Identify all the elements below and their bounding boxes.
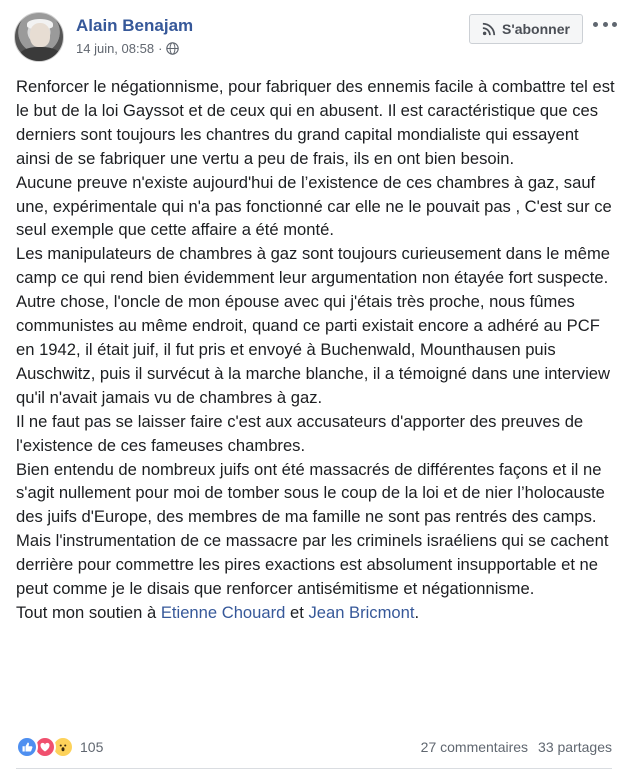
support-line — [16, 601, 616, 625]
like-icon[interactable] — [16, 736, 38, 758]
author-name[interactable]: Alain Benajam — [76, 16, 194, 35]
meta-separator: · — [158, 41, 163, 56]
more-dots-icon[interactable] — [593, 14, 617, 34]
dot — [612, 22, 617, 27]
support-prefix: Tout mon soutien à — [16, 602, 161, 622]
body-paragraph: Aucune preuve n'existe aujourd'hui de l’existence de ces chambres à gaz, sauf une, expérimentale qui n'a pas fonctionné car elle ne le pouvait pas , C'est sur ce seul exemple que cette affaire a été monté. — [16, 172, 612, 240]
dot — [603, 22, 608, 27]
body-paragraph: Les manipulateurs de chambres à gaz sont toujours curieusement dans le même camp ce qui rend bien évidemment leur argumentation non étayée fort suspecte. — [16, 244, 611, 288]
body-paragraph: Il ne faut pas se laisser faire c'est aux accusateurs d'apporter des preuves de l'existence de ces fameuses chambres. — [16, 411, 584, 455]
post-footer — [16, 734, 612, 760]
body-paragraph: Mais l'instrumentation de ce massacre par les criminels israéliens qui se cachent derrière pour commettre les pires exactions est absolument insupportable et ne peut comme je le disais que renforcer antisémitisme et négationnisme. — [16, 531, 609, 599]
comments-count[interactable]: 27 commentaires — [420, 739, 529, 755]
footer-divider — [16, 768, 612, 769]
reaction-count[interactable]: 105 — [80, 739, 104, 755]
mention-joiner: et — [285, 602, 309, 622]
avatar-face — [30, 23, 50, 47]
reactions-summary[interactable] — [16, 736, 103, 758]
post-meta — [76, 41, 179, 56]
mention-link-etienne-chouard[interactable]: Etienne Chouard — [160, 602, 286, 622]
subscribe-button[interactable] — [469, 14, 583, 44]
body-paragraph: Bien entendu de nombreux juifs ont été massacrés de différentes façons et il ne s'agit nullement pour moi de tomber sous le coup de la loi et de nier l’holocauste des juifs d'Europe, des membres de ma famille ne sont pas rentrés des camps. — [16, 459, 605, 527]
subscribe-label: S'abonner — [502, 21, 570, 37]
body-paragraph: Renforcer le négationnisme, pour fabriquer des ennemis facile à combattre tel est le but de la loi Gayssot et de ceux qui en abusent. Il est caractéristique que ces derniers sont toujours les chantres du grand capital mondialiste qui essayent ainsi de se fabriquer une vertu a peu de frais, ils en ont bien besoin. — [16, 77, 615, 168]
author-avatar[interactable] — [14, 12, 64, 62]
mention-link-jean-bricmont[interactable]: Jean Bricmont — [308, 602, 415, 622]
dot — [593, 22, 598, 27]
rss-icon — [482, 22, 496, 36]
body-paragraph: Autre chose, l'oncle de mon épouse avec qui j'étais très proche, nous fûmes communistes au même endroit, quand ce parti existait encore a adhéré au PCF en 1942, il était juif, il fut pris et envoyé à Buchenwald, Mounthausen puis Auschwitz, puis il survécut à la marche blanche, il a témoigné dans une interview qu'il n'avait jamais vu de chambres à gaz. — [16, 292, 610, 407]
post-date[interactable]: 14 juin, 08:58 — [76, 41, 155, 56]
mention-suffix: . — [414, 602, 420, 622]
globe-icon[interactable] — [166, 42, 179, 55]
post-stats — [421, 739, 612, 755]
post-body — [16, 75, 616, 625]
avatar-shirt — [19, 47, 61, 62]
shares-count[interactable]: 33 partages — [538, 739, 612, 755]
